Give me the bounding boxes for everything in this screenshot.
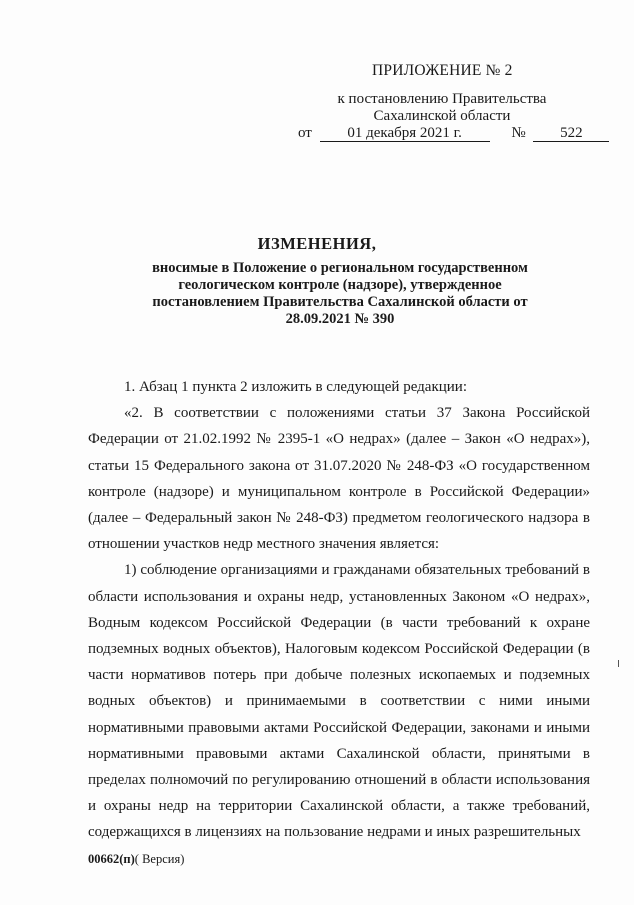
footer <box>88 852 184 867</box>
document-title: ИЗМЕНЕНИЯ, <box>257 234 377 253</box>
paragraph-2: «2. В соответствии с положениями статьи 37 Закона Российской Федерации от 21.02.1992 № 2395-1 «О недрах» (далее – Закон «О недрах»), статьи 15 Федерального закона от 31.07.2020 № 248-ФЗ «О государственном контроле (надзоре) и муниципальном контроле в Российской Федерации» (далее – Федеральный закон № 248-ФЗ) предметом геологического надзора в отношении участков недр местного значения является: <box>88 405 590 553</box>
appendix-label: ПРИЛОЖЕНИЕ № 2 <box>372 62 513 79</box>
paragraph-1: 1. Абзац 1 пункта 2 изложить в следующей редакции: <box>124 379 468 395</box>
paragraph-3: 1) соблюдение организациями и гражданами обязательных требований в области использования и охраны недр, установленных Законом «О недрах», Водным кодексом Российской Федерации (в части требований к охране подземных водных объектов), Налоговым кодексом Российской Федерации (в части нормативов потерь при добыче полезных ископаемых и подземных водных объектов) и принимаемыми в соответствии с ними иными нормативными правовыми актами Российской Федерации, законами и иными нормативными правовыми актами Сахалинской области, принятыми в пределах полномочий по регулированию отношений в области использования и охраны недр на территории Сахалинской области, а также требований, содержащихся в лицензиях на пользование недрами и иных разрешительных <box>88 562 590 841</box>
decree-date: 01 декабря 2021 г. <box>320 125 490 142</box>
document-subtitle: вносимые в Положение о региональном государственном геологическом контроле (надзоре), утвержденное постановлением Правительства Сахалинской области от 28.09.2021 № 390 <box>152 260 528 327</box>
decree-date-line <box>298 125 609 142</box>
footer-code: 00662(п) <box>88 852 135 866</box>
from-label: от <box>298 125 312 141</box>
decree-number: 522 <box>533 125 609 142</box>
to-decree-label: к постановлению Правительства Сахалинской области <box>337 91 547 124</box>
footer-version: ( Версия) <box>134 852 185 866</box>
number-label: № <box>511 125 526 141</box>
scan-artifact <box>618 660 619 667</box>
document-body <box>88 374 590 846</box>
